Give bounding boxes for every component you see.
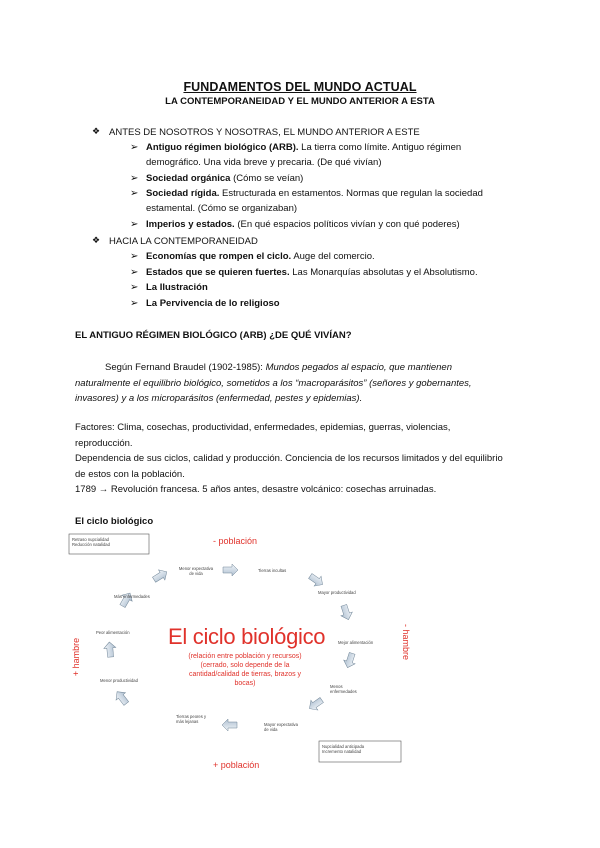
- label-minus-poblacion: - población: [213, 536, 258, 546]
- arrow-bullet-icon: ➢: [130, 142, 139, 153]
- arrow-bullet-icon: ➢: [130, 282, 139, 293]
- box-tl-line: Reducción natalidad: [72, 542, 110, 547]
- outline-sub-text: estamental. (Cómo se organizaban): [146, 203, 298, 214]
- center-line: cantidad/calidad de tierras, brazos y: [188, 671, 302, 678]
- arrow-bullet-icon: ➢: [130, 188, 139, 199]
- label-plus-hambre: + hambre: [71, 637, 81, 677]
- braudel-quote: invasores) y a los microparásitos (enfermedad, pestes y epidemias).: [75, 393, 363, 404]
- arrow-bullet-icon: ➢: [130, 251, 139, 262]
- label-plus-poblacion: + población: [213, 760, 260, 770]
- cycle-arrow: [103, 642, 116, 658]
- node-menor-expectativa: [176, 566, 216, 576]
- factores-line: reproducción.: [75, 437, 133, 449]
- outline-sub-imperios: [130, 217, 530, 233]
- cycle-arrow: [222, 719, 237, 731]
- outline-sub-bold: Imperios y estados.: [146, 219, 235, 230]
- factores-line: Factores: Clima, cosechas, productividad, enfermedades, epidemias, guerras, violencias,: [75, 422, 451, 433]
- outline-sub-bold: La Ilustración: [146, 282, 208, 293]
- outline-sub-rigida: [130, 186, 510, 218]
- center-line: bocas): [234, 680, 256, 687]
- document-subtitle: LA CONTEMPORANEIDAD Y EL MUNDO ANTERIOR A ESTA: [165, 96, 435, 107]
- node-line: de vida: [264, 727, 278, 732]
- arrow-bullet-icon: ➢: [130, 219, 139, 230]
- node-line: Menos: [330, 684, 343, 689]
- document-title: FUNDAMENTOS DEL MUNDO ACTUAL: [183, 80, 417, 94]
- outline-sub-religioso: [130, 296, 510, 312]
- outline-item-label: HACIA LA CONTEMPORANEIDAD: [109, 236, 258, 247]
- section-heading: EL ANTIGUO RÉGIMEN BIOLÓGICO (ARB) ¿DE QUÉ VIVÍAN?: [75, 330, 352, 341]
- braudel-paragraph: [75, 360, 535, 407]
- outline-sub-bold: La Pervivencia de lo religioso: [146, 298, 280, 309]
- outline-sub-text: Auge del comercio.: [293, 251, 375, 262]
- cycle-arrow: [306, 695, 325, 713]
- node-mas-enfermedades: Más enfermedades: [114, 594, 150, 599]
- outline-sub-estados: [130, 265, 510, 281]
- outline-sub-text: (Cómo se veían): [233, 173, 304, 184]
- cycle-arrow: [338, 603, 354, 621]
- outline-item-label: ANTES DE NOSOTROS Y NOSOTRAS, EL MUNDO ANTERIOR A ESTE: [109, 127, 420, 138]
- node-menor-productividad: Menor productividad: [100, 678, 138, 683]
- node-line: de vida: [189, 571, 203, 576]
- diamond-bullet-icon: ❖: [92, 235, 101, 245]
- label-minus-hambre: - hambre: [401, 623, 411, 660]
- braudel-quote: naturalmente el equilibrio biológico, sometidos a los “macroparásitos” (señores y gobernantes,: [75, 377, 472, 389]
- outline-sub-bold: Sociedad orgánica: [146, 173, 231, 184]
- outline-sub-bold: Estados que se quieren fuertes.: [146, 267, 290, 278]
- arrow-bullet-icon: ➢: [130, 298, 139, 309]
- box-br-line: Incremento natalidad: [322, 749, 362, 754]
- cycle-arrow: [117, 590, 135, 609]
- braudel-quote: Mundos pegados al espacio, que mantienen: [265, 362, 452, 373]
- node-line: enfermedades: [330, 689, 357, 694]
- node-menos-enfermedades: [330, 684, 357, 694]
- cycle-heading: El ciclo biológico: [75, 516, 154, 527]
- diagram-big-title: El ciclo biológico: [168, 624, 326, 649]
- center-line: (relación entre población y recursos): [188, 653, 302, 660]
- center-line: (cerrado, solo depende de la: [200, 662, 290, 669]
- outline-sub-text: (En qué espacios políticos vivían y con qué poderes): [237, 219, 460, 230]
- cycle-arrow: [307, 571, 326, 589]
- cycle-diagram: [68, 532, 413, 772]
- node-line: Menor expectativa: [178, 566, 214, 571]
- node-line: Tierras peores y: [176, 714, 207, 719]
- outline-sub-text: demográfico. Una vida breve y precaria. (De qué vivían): [146, 157, 382, 168]
- box-tl-line: Retraso nupcialidad: [72, 537, 110, 542]
- node-peor-alimentacion: Peor alimentación: [96, 630, 130, 635]
- dependencia-line: de estos con la población.: [75, 468, 185, 480]
- outline-sub-bold: Economías que rompen el ciclo.: [146, 251, 292, 262]
- box-br-line: Nupcialidad anticipada: [322, 744, 365, 749]
- cycle-arrow: [151, 567, 170, 585]
- cycle-arrow: [342, 651, 358, 669]
- box-br-text: [322, 744, 364, 754]
- cycle-arrow: [112, 688, 131, 707]
- outline-sub-bold: Sociedad rígida.: [146, 188, 220, 199]
- node-tierras-peores: [176, 714, 206, 724]
- node-tierras-incultas: Tierras incultas: [258, 568, 287, 573]
- box-tl-text: [72, 537, 110, 547]
- outline-sub-economias: [130, 249, 510, 265]
- diamond-bullet-icon: ❖: [92, 126, 101, 136]
- outline-sub-text: Las Monarquías absolutas y el Absolutismo.: [292, 267, 478, 278]
- factores-paragraph: [75, 420, 545, 498]
- node-line: Mayor expectativa: [264, 722, 298, 727]
- node-mayor-productividad: Mayor productividad: [318, 590, 356, 595]
- outline-sub-organica: [130, 171, 510, 187]
- diagram-center-text: [170, 652, 320, 688]
- cycle-arrow: [223, 564, 238, 576]
- node-mejor-alimentacion: Mejor alimentación: [338, 640, 374, 645]
- outline-sub-ilustracion: [130, 280, 510, 296]
- arrow-bullet-icon: ➢: [130, 173, 139, 184]
- dependencia-line: Dependencia de sus ciclos, calidad y producción. Conciencia de los recursos limitados y del equilibrio: [75, 453, 503, 464]
- outline-sub-text: Estructurada en estamentos. Normas que regulan la sociedad: [222, 188, 483, 199]
- revolucion-line: 1789 → Revolución francesa. 5 años antes, desastre volcánico: cosechas arruinadas.: [75, 484, 437, 495]
- braudel-intro: Según Fernand Braudel (1902-1985):: [105, 362, 263, 373]
- node-line: más lejanas: [176, 719, 199, 724]
- outline-sub-arb: [130, 140, 510, 172]
- node-mayor-expectativa: [264, 722, 298, 732]
- outline-sub-text: La tierra como límite. Antiguo régimen: [301, 142, 462, 153]
- arrow-bullet-icon: ➢: [130, 267, 139, 278]
- outline-sub-bold: Antiguo régimen biológico (ARB).: [146, 142, 299, 153]
